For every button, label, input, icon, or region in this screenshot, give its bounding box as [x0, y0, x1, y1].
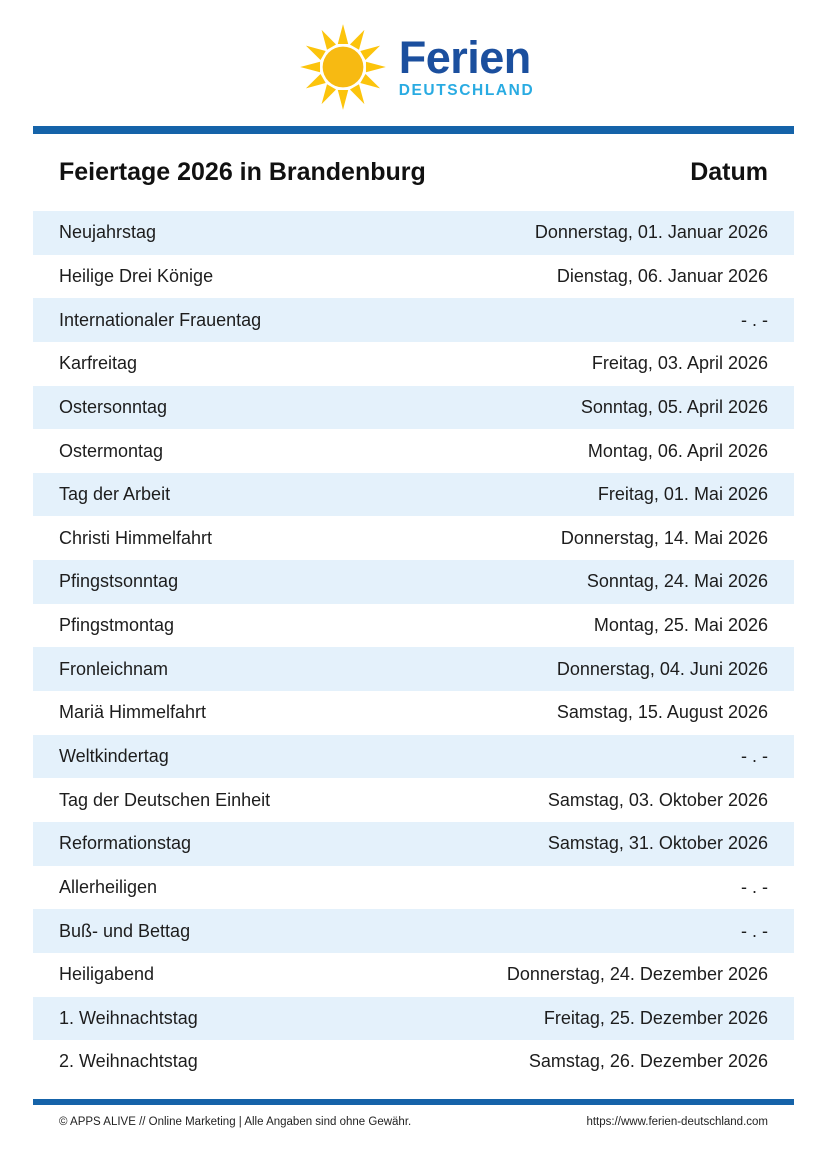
- table-row: [33, 298, 794, 342]
- table-row: [33, 997, 794, 1041]
- holiday-date: - . -: [741, 876, 768, 897]
- holiday-date: Sonntag, 24. Mai 2026: [586, 571, 768, 592]
- table-row: [33, 255, 794, 299]
- holiday-name: Ostermontag: [59, 440, 164, 461]
- table-row: [33, 342, 794, 386]
- holiday-date: Donnerstag, 01. Januar 2026: [534, 222, 768, 243]
- footer-copyright: © APPS ALIVE // Online Marketing | Alle Angaben sind ohne Gewähr.: [59, 1115, 412, 1128]
- holiday-date: Freitag, 03. April 2026: [591, 353, 768, 374]
- holiday-date: Samstag, 31. Oktober 2026: [547, 833, 768, 854]
- holiday-name: Internationaler Frauentag: [59, 309, 262, 330]
- date-column-header: Datum: [690, 158, 768, 186]
- holiday-name: 1. Weihnachtstag: [59, 1007, 198, 1028]
- holiday-name: Tag der Deutschen Einheit: [59, 789, 271, 810]
- holiday-date: Montag, 25. Mai 2026: [593, 615, 768, 636]
- holiday-name: Reformationstag: [59, 833, 192, 854]
- logo-brand-text: Ferien: [398, 32, 531, 84]
- holiday-name: Fronleichnam: [59, 658, 169, 679]
- holiday-date: Donnerstag, 14. Mai 2026: [560, 527, 768, 548]
- table-row: [33, 953, 794, 997]
- holiday-date: - . -: [741, 920, 768, 941]
- footer-url-link[interactable]: https://www.ferien-deutschland.com: [586, 1115, 768, 1128]
- holiday-name: 2. Weihnachtstag: [59, 1051, 198, 1072]
- holiday-date: Montag, 06. April 2026: [587, 440, 768, 461]
- table-row: [33, 909, 794, 953]
- table-row: [33, 211, 794, 255]
- holiday-date: Donnerstag, 24. Dezember 2026: [506, 964, 768, 985]
- page-title: Feiertage 2026 in Brandenburg: [59, 158, 426, 186]
- logo: [0, 0, 827, 114]
- top-divider: [33, 126, 794, 134]
- holiday-name: Pfingstsonntag: [59, 571, 179, 592]
- holiday-name: Mariä Himmelfahrt: [59, 702, 207, 723]
- table-row: [33, 1040, 794, 1084]
- table-row: [33, 691, 794, 735]
- table-row: [33, 647, 794, 691]
- footer: [33, 1105, 794, 1128]
- table-row: [33, 429, 794, 473]
- holiday-date: Samstag, 26. Dezember 2026: [528, 1051, 768, 1072]
- table-row: [33, 866, 794, 910]
- table-row: [33, 822, 794, 866]
- table-row: [33, 473, 794, 517]
- holiday-name: Neujahrstag: [59, 222, 157, 243]
- table-row: [33, 386, 794, 430]
- holiday-name: Tag der Arbeit: [59, 484, 171, 505]
- sun-icon: [293, 20, 393, 114]
- logo-wordmark: [398, 32, 535, 100]
- holiday-name: Christi Himmelfahrt: [59, 527, 213, 548]
- table-header: [33, 134, 794, 211]
- holiday-date: - . -: [741, 309, 768, 330]
- table-row: [33, 560, 794, 604]
- holiday-date: Samstag, 15. August 2026: [556, 702, 768, 723]
- holiday-date: Samstag, 03. Oktober 2026: [547, 789, 768, 810]
- table-row: [33, 778, 794, 822]
- holiday-name: Allerheiligen: [59, 876, 158, 897]
- holiday-name: Ostersonntag: [59, 396, 168, 417]
- holiday-date: Sonntag, 05. April 2026: [580, 396, 768, 417]
- holiday-name: Karfreitag: [59, 353, 138, 374]
- holiday-date: Donnerstag, 04. Juni 2026: [556, 658, 768, 679]
- holiday-name: Weltkindertag: [59, 746, 169, 766]
- holiday-name: Heiligabend: [59, 964, 155, 985]
- holiday-date: - . -: [741, 746, 768, 766]
- holiday-name: Buß- und Bettag: [59, 920, 191, 941]
- holiday-name: Heilige Drei Könige: [59, 265, 214, 286]
- logo-subtitle-text: DEUTSCHLAND: [398, 82, 535, 100]
- table-row: [33, 516, 794, 560]
- holiday-name: Pfingstmontag: [59, 615, 175, 636]
- table-row: [33, 604, 794, 648]
- holiday-table: [33, 211, 794, 1084]
- holiday-date: Dienstag, 06. Januar 2026: [556, 265, 768, 286]
- table-row: [33, 735, 794, 779]
- holiday-date: Freitag, 25. Dezember 2026: [543, 1007, 768, 1028]
- holiday-date: Freitag, 01. Mai 2026: [597, 484, 768, 505]
